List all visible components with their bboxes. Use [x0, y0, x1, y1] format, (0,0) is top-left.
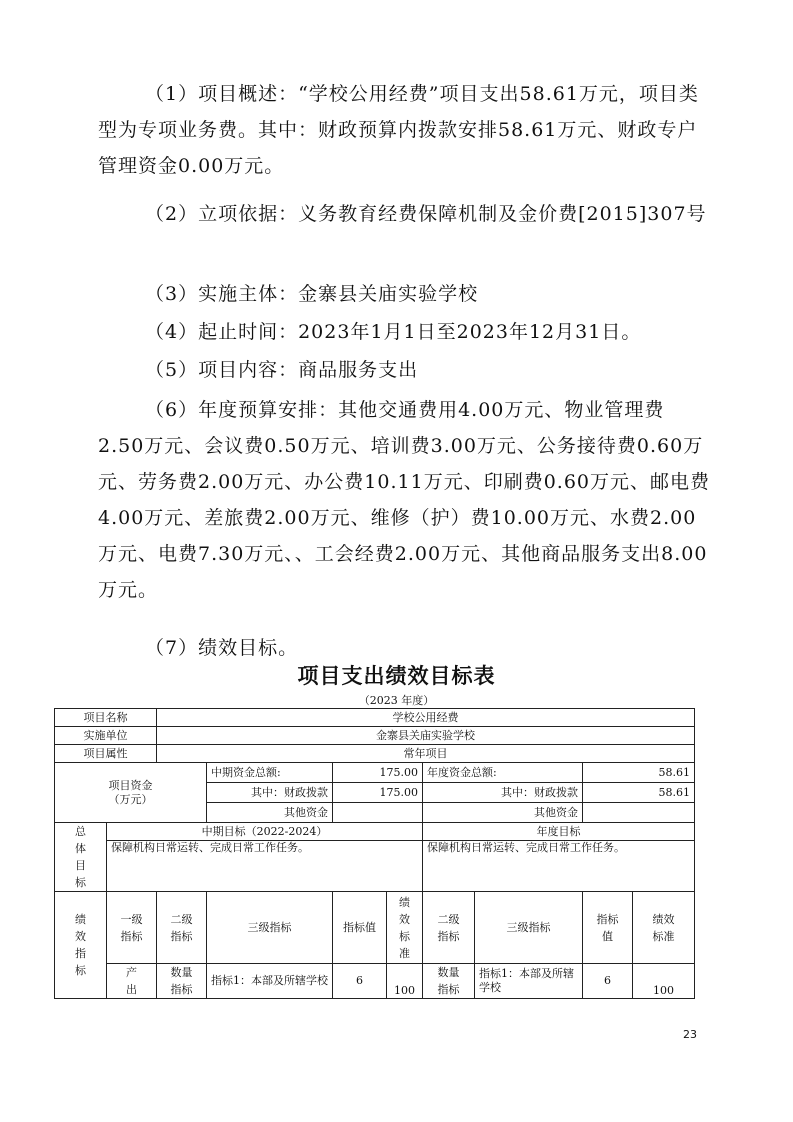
table-year: （2023 年度）: [358, 694, 435, 707]
mid-total: 175.00: [333, 763, 423, 783]
row1-level3: 指标1：本部及所辖学校: [207, 964, 333, 999]
funds-label: [55, 763, 207, 823]
table-title: 项目支出绩效目标表: [297, 664, 496, 688]
row1-level2: [157, 964, 207, 999]
year-goal-label: 年度目标: [423, 823, 695, 841]
mid-fiscal: 175.00: [333, 783, 423, 803]
row1-standard: 100: [387, 964, 423, 999]
row1-value-b: 6: [583, 964, 633, 999]
perf-label: [55, 892, 107, 999]
mid-other-label: 其他资金: [207, 803, 333, 823]
attr-label: 项目属性: [55, 745, 157, 763]
paragraph-basis: （2）立项依据：义务教育经费保障机制及金价费[2015]307号: [145, 203, 707, 225]
row1-level2-b-text: 数量指标: [437, 966, 460, 996]
header-value-b-text: 指标值: [596, 912, 619, 943]
header-level2-b-text: 二级指标: [437, 912, 460, 943]
mid-goal-label: 中期目标（2022-2024）: [107, 823, 423, 841]
row1-level2-b: [423, 964, 475, 999]
paragraph-content: （5）项目内容：商品服务支出: [145, 359, 419, 381]
mid-total-label: 中期资金总额:: [207, 763, 333, 783]
header-value: 指标值: [333, 892, 387, 964]
header-level1: [107, 892, 157, 964]
mid-fiscal-label: 其中：财政拨款: [207, 783, 333, 803]
row1-value: 6: [333, 964, 387, 999]
header-level3-b: 三级指标: [475, 892, 583, 964]
attr-value: 常年项目: [157, 745, 695, 763]
paragraph-goals: （7）绩效目标。: [145, 637, 299, 659]
header-value-b: [583, 892, 633, 964]
header-standard-b-text: 绩效标准: [652, 912, 675, 943]
year-fiscal: 58.61: [583, 783, 695, 803]
row1-standard-b: 100: [633, 964, 695, 999]
overall-label: [55, 823, 107, 892]
page-number: 23: [683, 1028, 697, 1041]
project-name-label: 项目名称: [55, 709, 157, 727]
mid-other: [333, 803, 423, 823]
mid-goal: 保障机构日常运转、完成日常工作任务。: [107, 841, 423, 892]
year-fiscal-label: 其中：财政拨款: [423, 783, 583, 803]
performance-table: [54, 708, 695, 999]
year-goal: 保障机构日常运转、完成日常工作任务。: [423, 841, 695, 892]
paragraph-subject: （3）实施主体：金寨县关庙实验学校: [145, 283, 479, 305]
header-standard-b: [633, 892, 695, 964]
unit-value: 金寨县关庙实验学校: [157, 727, 695, 745]
funds-label-text: 项目资金: [108, 778, 153, 792]
row1-level1: [107, 964, 157, 999]
year-total-label: 年度资金总额:: [423, 763, 583, 783]
paragraph-period: （4）起止时间：2023年1月1日至2023年12月31日。: [145, 321, 642, 343]
header-level2: [157, 892, 207, 964]
header-standard: [387, 892, 423, 964]
perf-label-text: 绩效指标: [75, 913, 86, 977]
header-level2-b: [423, 892, 475, 964]
year-other-label: 其他资金: [423, 803, 583, 823]
paragraph-budget: （6）年度预算安排：其他交通费用4.00万元、物业管理费2.50万元、会议费0.50万元、培训费3.00万元、公务接待费0.60万元、劳务费2.00万元、办公费10.11万元、印刷费0.60万元、邮电费4.00万元、差旅费2.00万元、维修（护）费10.00万元、水费2.00万元、电费7.30万元、、工会经费2.00万元、其他商品服务支出8.00万元。: [98, 399, 711, 601]
header-level1-text: 一级指标: [120, 912, 143, 943]
row1-level3-b: 指标1：本部及所辖学校: [475, 964, 583, 999]
row1-level2-text: 数量指标: [170, 966, 193, 996]
header-standard-text: 绩效标准: [399, 895, 410, 960]
overall-label-text: 总体目标: [75, 825, 86, 889]
year-other: [583, 803, 695, 823]
paragraph-overview: （1）项目概述：“学校公用经费”项目支出58.61万元，项目类型为专项业务费。其中：财政预算内拨款安排58.61万元、财政专户管理资金0.00万元。: [98, 83, 699, 177]
unit-label: 实施单位: [55, 727, 157, 745]
row1-level1-text: 产出: [126, 966, 137, 996]
header-level2-text: 二级指标: [170, 912, 193, 943]
header-level3: 三级指标: [207, 892, 333, 964]
year-total: 58.61: [583, 763, 695, 783]
project-name: 学校公用经费: [157, 709, 695, 727]
funds-unit: （万元）: [108, 792, 153, 806]
